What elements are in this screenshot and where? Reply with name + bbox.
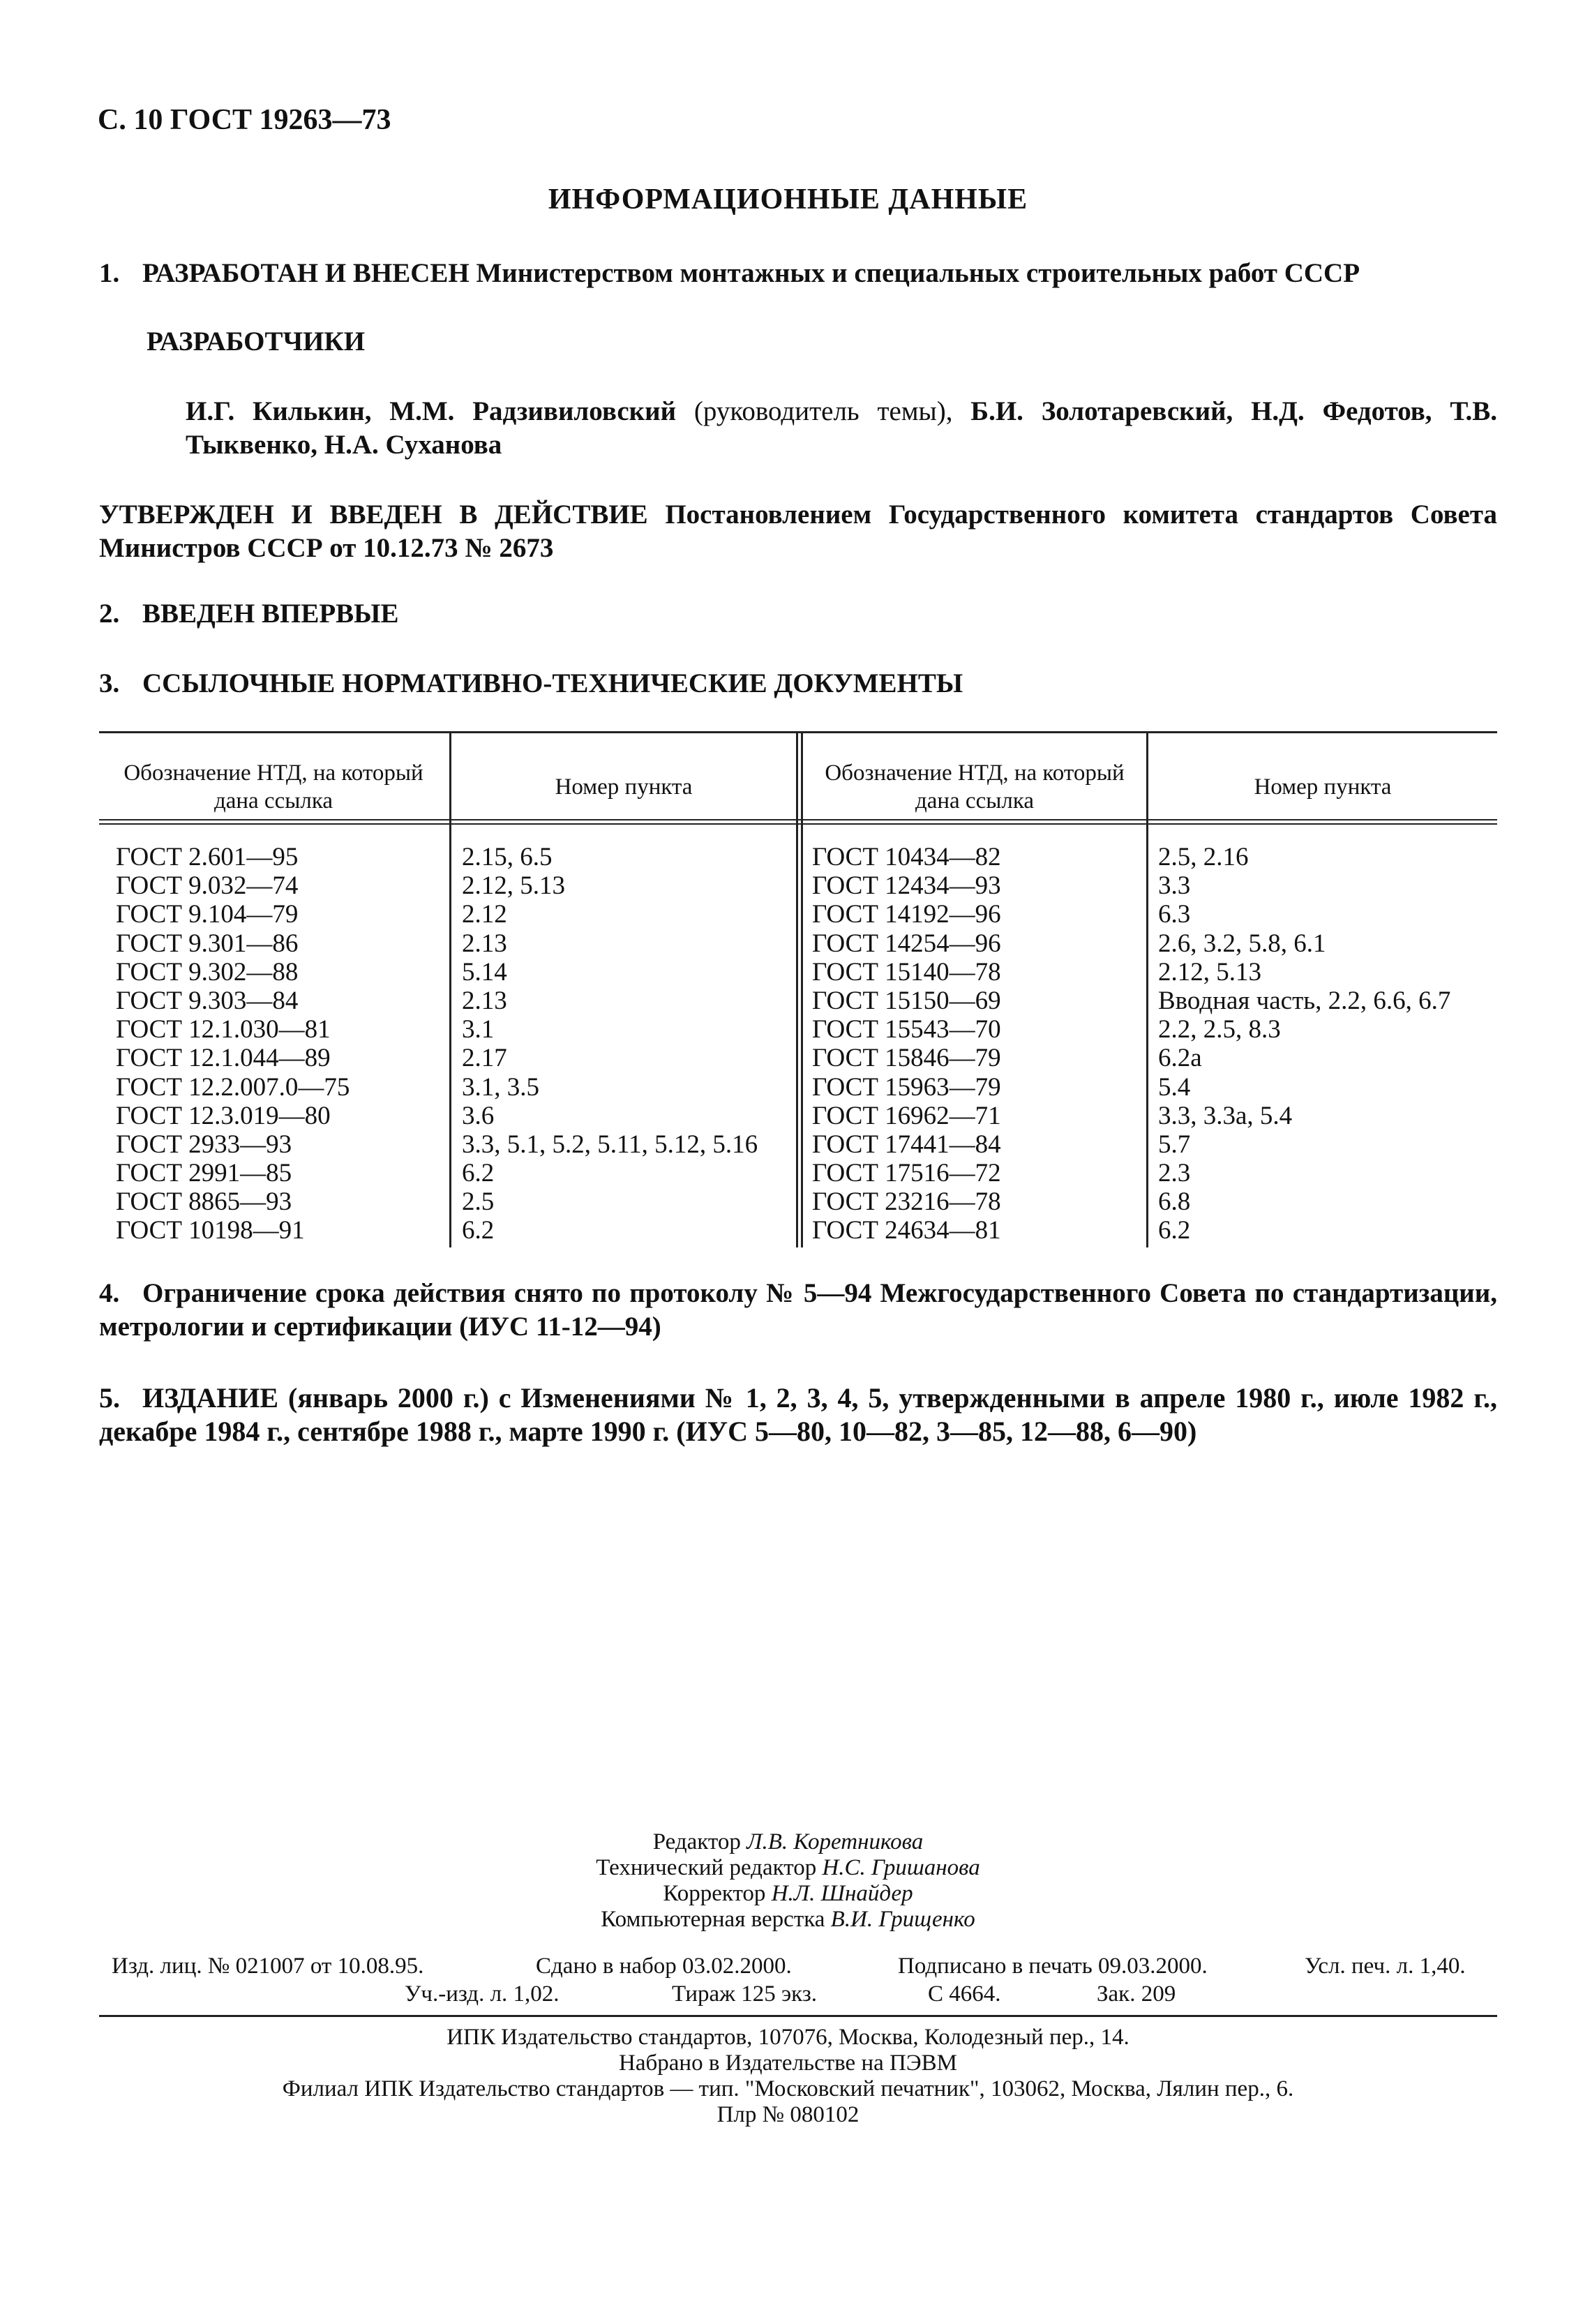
tech-editor-name: Н.С. Гришанова [822,1855,980,1880]
section-1-text: Министерством монтажных и специальных строительных работ СССР [476,258,1360,288]
developer-names-1: И.Г. Килькин, М.М. Радзивиловский [186,396,677,426]
corrector-line [0,1881,1576,1907]
page-header: С. 10 ГОСТ 19263—73 [98,104,391,136]
table-cell-item: 2.13 [462,929,507,958]
table-cell-item: 2.15, 6.5 [462,843,553,871]
publisher-sheets: Уч.-изд. л. 1,02. [405,1981,560,2007]
column-header-ntd: Обозначение НТД, на который дана ссылка [123,760,423,814]
section-1 [99,257,1497,290]
tech-editor-line [0,1855,1576,1881]
table-cell-item: 5.7 [1158,1130,1191,1159]
table-cell-item: 2.5 [462,1187,495,1217]
corrector-label: Корректор [663,1881,766,1906]
table-cell-item: 2.17 [462,1044,507,1073]
section-4-text: Ограничение срока действия снято по протоколу № 5—94 Межгосударственного Совета по стандартизации, метрологии и сертификации (ИУС 11-12—94) [99,1278,1497,1342]
table-cell-item: Вводная часть, 2.2, 6.6, 6.7 [1158,986,1451,1015]
table-cell-doc: ГОСТ 12.1.030—81 [116,1015,331,1044]
footer [0,2025,1576,2128]
table-cell-doc: ГОСТ 15150—69 [812,986,1001,1015]
editor-label: Редактор [652,1829,741,1854]
table-cell-doc: ГОСТ 17441—84 [812,1130,1001,1159]
table-top-rule [99,731,1497,733]
table-cell-doc: ГОСТ 14254—96 [812,929,1001,958]
table-cell-doc: ГОСТ 15140—78 [812,957,1001,987]
developers-list [186,395,1497,462]
table-cell-item: 2.6, 3.2, 5.8, 6.1 [1158,929,1326,958]
table-cell-doc: ГОСТ 9.032—74 [116,871,299,901]
section-1-lead: РАЗРАБОТАН И ВНЕСЕН [142,258,470,288]
table-cell-item: 2.12 [462,900,507,929]
table-center-divider-2 [801,731,803,1247]
table-cell-doc: ГОСТ 16962—71 [812,1101,1001,1130]
table-cell-item: 2.2, 2.5, 8.3 [1158,1015,1281,1044]
column-header-item: Номер пункта [555,774,693,800]
table-cell-item: 3.1 [462,1015,495,1044]
section-3-text: ССЫЛОЧНЫЕ НОРМАТИВНО-ТЕХНИЧЕСКИЕ ДОКУМЕНТЫ [142,668,963,698]
footer-separator [99,2015,1497,2017]
right-doc-column [812,843,1001,1245]
table-cell-doc: ГОСТ 12434—93 [812,871,1001,901]
column-header-ntd: Обозначение НТД, на который дана ссылка [825,760,1125,814]
print-sheets: Усл. печ. л. 1,40. [1305,1954,1466,1979]
table-cell-item: 5.4 [1158,1072,1191,1102]
table-cell-item: 6.2 [462,1159,495,1188]
developer-role: (руководитель темы), [693,396,953,426]
editor-name: Л.В. Коретникова [746,1829,924,1854]
table-cell-item: 2.13 [462,986,507,1015]
table-cell-doc: ГОСТ 9.301—86 [116,929,299,958]
section-4 [99,1277,1497,1344]
table-cell-doc: ГОСТ 15543—70 [812,1015,1001,1044]
table-cell-doc: ГОСТ 10434—82 [812,843,1001,871]
section-number: 4. [99,1278,120,1308]
table-cell-doc: ГОСТ 12.3.019—80 [116,1101,331,1130]
tech-editor-label: Технический редактор [596,1855,817,1880]
layout-line [0,1907,1576,1933]
approval-lead: УТВЕРЖДЕН И ВВЕДЕН В ДЕЙСТВИЕ [99,500,648,530]
editor-line [0,1829,1576,1855]
section-3 [99,667,963,700]
approval-text: Постановлением Государственного комитета стандартов Совета Министров СССР от 10.12.73 № 2673 [99,500,1497,563]
layout-label: Компьютерная верстка [601,1907,825,1932]
reference-table [99,731,1497,1247]
approval-statement [99,498,1497,565]
corrector-name: Н.Л. Шнайдер [771,1881,913,1906]
section-5-text: ИЗДАНИЕ (январь 2000 г.) с Изменениями № 1, 2, 3, 4, 5, утвержденными в апреле 1980 г., июле 1982 г., декабре 1984 г., сентябре 1988 г., марте 1990 г. (ИУС 5—80, 10—82, 3—85, 12—88, 6—90) [99,1382,1497,1447]
table-cell-item: 6.3 [1158,900,1191,929]
license-info: Изд. лиц. № 021007 от 10.08.95. [112,1954,424,1979]
layout-name: В.И. Грищенко [830,1907,975,1932]
left-doc-column [116,843,350,1245]
footer-line: ИПК Издательство стандартов, 107076, Москва, Колодезный пер., 14. [446,2025,1130,2050]
column-header-item: Номер пункта [1254,774,1392,800]
table-cell-item: 5.14 [462,957,507,987]
table-cell-doc: ГОСТ 15963—79 [812,1072,1001,1102]
section-5 [99,1381,1497,1448]
table-cell-item: 3.1, 3.5 [462,1072,539,1102]
table-cell-doc: ГОСТ 9.303—84 [116,986,299,1015]
footer-line: Плр № 080102 [716,2102,860,2127]
c-number: С 4664. [928,1981,1001,2007]
table-cell-doc: ГОСТ 12.2.007.0—75 [116,1072,350,1102]
table-cell-doc: ГОСТ 15846—79 [812,1044,1001,1073]
table-cell-doc: ГОСТ 12.1.044—89 [116,1044,331,1073]
table-cell-item: 3.6 [462,1101,495,1130]
table-cell-doc: ГОСТ 8865—93 [116,1187,292,1217]
table-cell-item: 2.12, 5.13 [462,871,565,901]
sent-to-typesetting: Сдано в набор 03.02.2000. [536,1954,792,1979]
developers-heading: РАЗРАБОТЧИКИ [147,327,366,357]
footer-line: Набрано в Издательстве на ПЭВМ [619,2051,957,2076]
table-cell-doc: ГОСТ 10198—91 [116,1216,305,1245]
table-cell-doc: ГОСТ 2933—93 [116,1130,292,1159]
print-run: Тираж 125 экз. [672,1981,817,2007]
credits-block [0,1829,1576,1933]
table-cell-item: 6.8 [1158,1187,1191,1217]
table-center-divider-1 [796,731,798,1247]
section-number: 5. [99,1382,120,1414]
table-cell-item: 6.2а [1158,1044,1202,1073]
footer-line: Филиал ИПК Издательство стандартов — тип. "Московский печатник", 103062, Москва, Лялин пер., 6. [282,2076,1294,2101]
section-number: 1. [99,258,120,288]
left-item-column [462,843,758,1245]
table-cell-item: 2.3 [1158,1159,1191,1188]
developer-names-2: Б.И. Золотаревский, Н.Д. Федотов, Т.В. Тыквенко, Н.А. Суханова [186,396,1497,460]
table-cell-item: 3.3 [1158,871,1191,901]
section-2-text: ВВЕДЕН ВПЕРВЫЕ [142,599,399,629]
section-2 [99,597,398,631]
table-cell-doc: ГОСТ 9.302—88 [116,957,299,987]
table-cell-item: 2.5, 2.16 [1158,843,1249,871]
table-cell-item: 2.12, 5.13 [1158,957,1261,987]
table-cell-doc: ГОСТ 23216—78 [812,1187,1001,1217]
signed-for-print: Подписано в печать 09.03.2000. [898,1954,1208,1979]
table-cell-item: 6.2 [462,1216,495,1245]
right-item-column [1158,843,1450,1245]
section-number: 2. [99,599,120,629]
table-cell-item: 6.2 [1158,1216,1191,1245]
order-number: Зак. 209 [1097,1981,1176,2007]
document-title: ИНФОРМАЦИОННЫЕ ДАННЫЕ [548,183,1028,216]
table-cell-doc: ГОСТ 24634—81 [812,1216,1001,1245]
table-cell-doc: ГОСТ 9.104—79 [116,900,299,929]
table-cell-item: 3.3, 5.1, 5.2, 5.11, 5.12, 5.16 [462,1130,758,1159]
section-number: 3. [99,668,120,698]
table-cell-doc: ГОСТ 17516—72 [812,1159,1001,1188]
table-cell-doc: ГОСТ 2991—85 [116,1159,292,1188]
table-cell-doc: ГОСТ 14192—96 [812,900,1001,929]
table-cell-doc: ГОСТ 2.601—95 [116,843,299,871]
table-cell-item: 3.3, 3.3а, 5.4 [1158,1101,1293,1130]
